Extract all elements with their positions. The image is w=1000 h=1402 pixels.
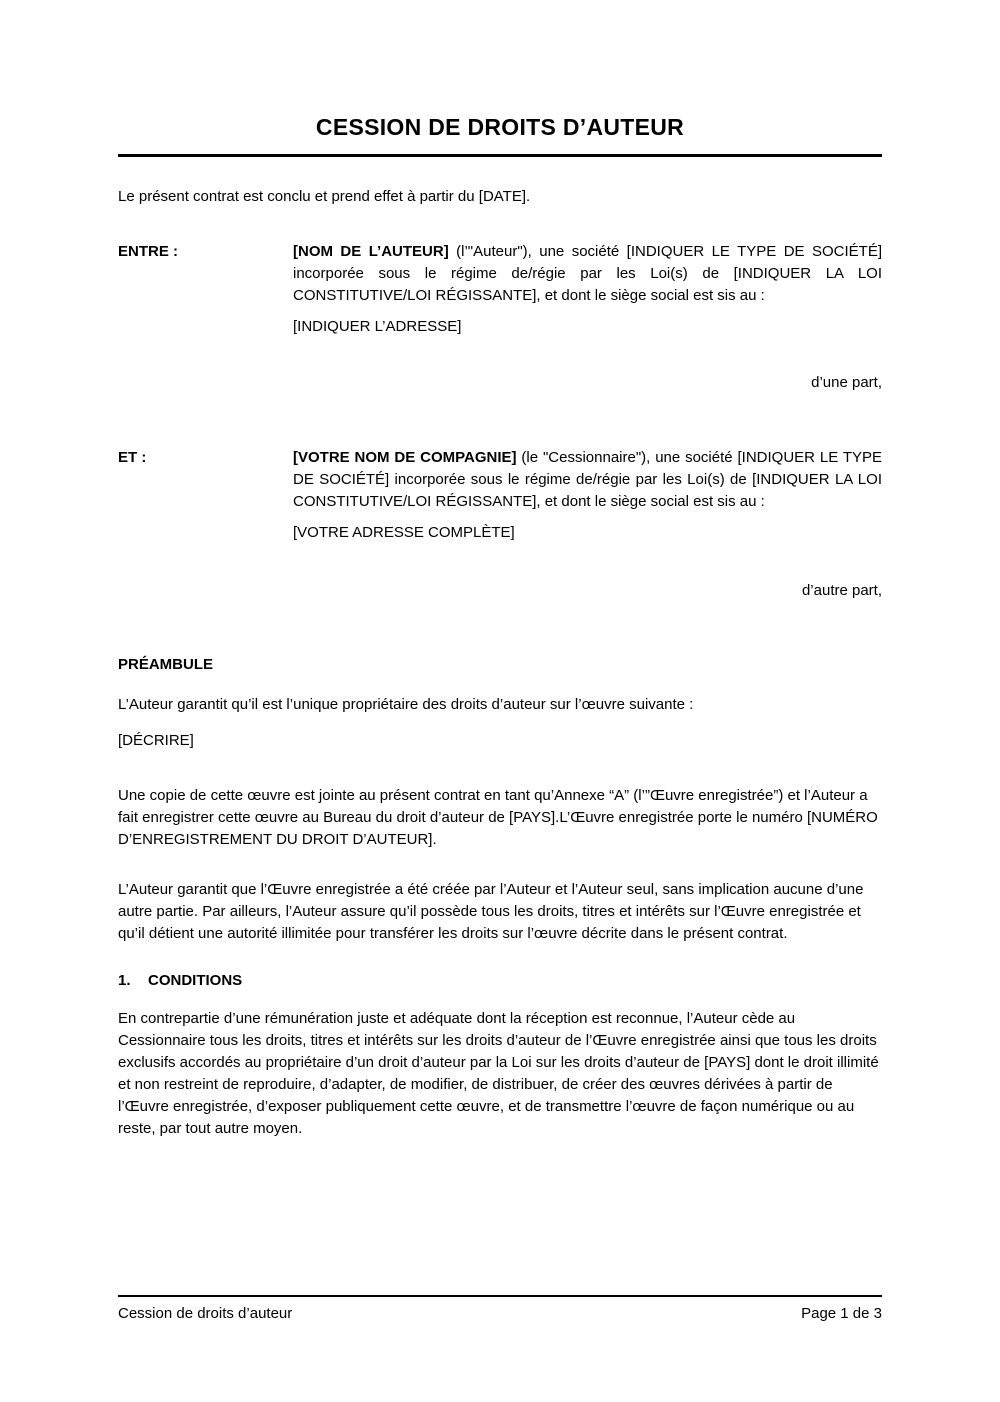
intro-paragraph: Le présent contrat est conclu et prend effet à partir du [DATE]. [118,188,531,205]
footer-document-title: Cession de droits d’auteur [118,1305,293,1322]
footer-rule [118,1295,882,1297]
preamble-paragraph: L’Auteur garantit qu’il est l’unique propriétaire des droits d’auteur sur l’œuvre suivante : [118,696,694,713]
party-block-entre [118,241,882,338]
document-page [0,112,1000,1402]
party-label-entre: ENTRE : [118,243,178,260]
title-rule [118,154,882,157]
registration-paragraph: Une copie de cette œuvre est jointe au présent contrat en tant qu’Annexe “A” (l’”Œuvre enregistrée”) et l’Auteur a fait enregistrer cette œuvre au Bureau du droit d’auteur de [PAYS].L’Œuvre enregistrée porte le numéro [NUMÉRO D’ENREGISTREMENT DU DROIT D’AUTEUR]. [118,787,878,848]
party-text-et: (le "Cessionnaire"), une société [INDIQUER LE TYPE DE SOCIÉTÉ] incorporée sous le régime de/régie par les Loi(s) de [INDIQUER LA LOI CONSTITUTIVE/LOI RÉGISSANTE], et dont le siège social est sis au : [293,449,883,510]
footer-row [118,1303,882,1325]
warranty-paragraph: L’Auteur garantit que l’Œuvre enregistrée a été créée par l’Auteur et l’Auteur seul, sans implication aucune d’une autre partie. Par ailleurs, l’Auteur assure qu’il possède tous les droits, titres et intérêts sur l’Œuvre enregistrée et qu’il détient une autorité illimitée pour transférer les droits sur l’œuvre décrite dans le présent contrat. [118,881,864,942]
party-block-et [118,447,882,544]
party-body-entre [293,241,882,338]
section-title: CONDITIONS [148,972,243,989]
section-body-conditions: En contrepartie d’une rémunération juste et adéquate dont la réception est reconnue, l’Auteur cède au Cessionnaire tous les droits, titres et intérêts sur les droits d’auteur de l’Œuvre enregistrée ainsi que tous les droits exclusifs accordés au propriétaire d’un droit d’auteur par la Loi sur les droits d’auteur de [PAYS] dont le droit illimité et non restreint de reproduire, d’adapter, de modifier, de distribuer, de créer des œuvres dérivées à partir de l’Œuvre enregistrée, d’exposer publiquement cette œuvre, et de transmettre l’œuvre de façon numérique ou au reste, par tout autre moyen. [118,1010,879,1137]
section-heading-conditions [118,970,882,992]
preamble-heading: PRÉAMBULE [118,656,214,673]
page-title: CESSION DE DROITS D’AUTEUR [315,114,685,140]
party-label-et: ET : [118,449,147,466]
work-description-placeholder: [DÉCRIRE] [118,732,194,749]
party-address-entre: [INDIQUER L’ADRESSE] [293,318,462,335]
party-description-entre [293,241,882,307]
party-text-entre: (l’"Auteur"), une société [INDIQUER LE TYPE DE SOCIÉTÉ] incorporée sous le régime de/régie par les Loi(s) de [INDIQUER LA LOI CONSTITUTIVE/LOI RÉGISSANTE], et dont le siège social est sis au : [293,243,882,304]
party-description-et [293,447,882,513]
party-body-et [293,447,882,544]
party-name-et: [VOTRE NOM DE COMPAGNIE] [293,449,517,466]
page-footer [118,1295,882,1325]
party-address-et: [VOTRE ADRESSE COMPLÈTE] [293,524,515,541]
party-name-entre: [NOM DE L’AUTEUR] [293,243,449,260]
section-number: 1. [118,972,131,989]
footer-page-number: Page 1 de 3 [801,1305,882,1322]
part-designation-une-part: d’une part, [811,374,882,391]
part-designation-autre-part: d’autre part, [801,582,882,599]
